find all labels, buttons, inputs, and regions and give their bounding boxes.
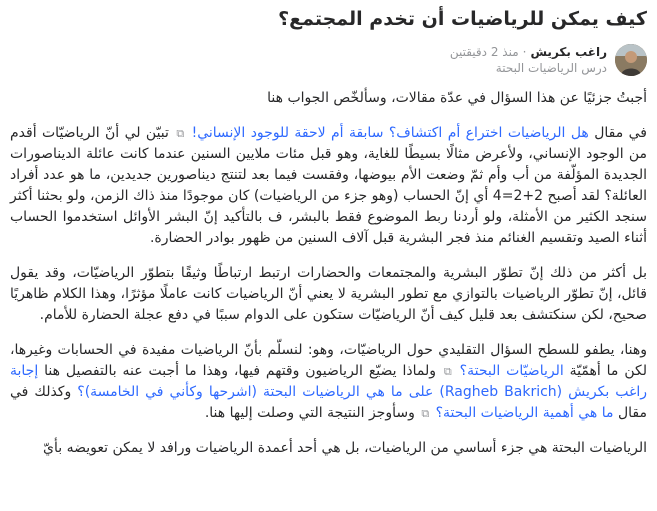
answer-link-pure-math-explained[interactable]: إجابة راغب بكريش (Ragheb Bakrich) على ما هي الرياضيات البحتة (اشرحها وكأني في الخامسة)؟ xyxy=(10,363,647,400)
external-link-icon: ⧉ xyxy=(443,365,452,378)
paragraph-text: وسأوجز النتيجة التي وصلت إليها هنا. xyxy=(204,405,415,421)
article-link-pure-math-importance[interactable]: ما هي أهمية الرياضيات البحتة؟ xyxy=(435,405,614,421)
meta-separator: · xyxy=(522,45,527,59)
author-credential: درس الرياضيات البحتة xyxy=(495,61,607,75)
pure-math-link[interactable]: الرياضيّات البحتة؟ xyxy=(459,363,564,379)
author-header xyxy=(10,44,647,88)
paragraph-text: تبيّن لي أنّ الرياضيّات أقدم من الوجود الإنساني، ولأعرض مثالًا بسيطًا للغاية، وهو قبل مئات ملايين السنين عندما كانت عائلة الديناصورات الجديدة المؤلّفة من أب وأم ثمّ وضعت الأم بيوضها، وفقست فيما بعد لتنتج ديناصورين جديدين، ما هو عدد أفراد العائلة؟ لقد أصبح 2+2=4 أي إنّ الحساب (وهو جزء من الرياضيات) كان موجودًا منذ ذاك الزمن، ولو بحثنا أكثر سنجد الكثير من الأمثلة، ولو أردنا ربط الموضوع فقط بالبشر، ف بالتأكيد إنّ البشر الأوائل استخدموا الحساب أثناء الصيد وتقسيم الغنائم منذ فجر البشرية قبل آلاف السنين من ظهور بوادر الحضارة. xyxy=(10,125,648,246)
question-title[interactable]: كيف يمكن للرياضيات أن تخدم المجتمع؟ xyxy=(278,8,647,30)
answer-body xyxy=(10,88,647,459)
post-time[interactable]: منذ 2 دقيقتين xyxy=(449,45,519,59)
author-avatar[interactable] xyxy=(615,44,647,76)
paragraph-text: في مقال xyxy=(588,125,647,141)
author-meta xyxy=(450,44,607,76)
author-line xyxy=(450,44,607,60)
avatar-photo xyxy=(615,44,647,76)
answer-paragraph-1 xyxy=(10,123,647,249)
answer-paragraph-2: بل أكثر من ذلك إنّ تطوّر البشرية والمجتمعات والحضارات ارتبط ارتباطًا وثيقًا بتطوّر الرياضيّات، وقد يقول قائل، إنّ تطوّر الرياضيات بالتوازي مع تطور البشرية لا يعني أنّ الرياضيات كانت عاملًا مؤثرًا، وهذا الكلام ظاهريًا صحيح، لكن سنكتشف بعد قليل كيف أنّ الرياضيّات ستكون على الدوام سببًا في دفع عجلة الحضارة للأمام. xyxy=(10,265,647,323)
external-link-icon: ⧉ xyxy=(176,127,185,140)
paragraph-text: ولماذا يضيّع الرياضيون وقتهم فيها، وهذا ما أجبت عنه بالتفصيل هنا xyxy=(38,363,436,379)
author-name[interactable]: راغب بكريش xyxy=(530,45,607,59)
answer-paragraph-4: الرياضيات البحتة هي جزء أساسي من الرياضيات، بل هي أحد أعمدة الرياضيات ورافد لا يمكن تعويضه بأيّ xyxy=(43,440,647,456)
article-link-invention-discovery[interactable]: هل الرياضيات اختراع أم اكتشاف؟ سابقة أم لاحقة للوجود الإنساني! xyxy=(191,125,589,141)
paragraph-text: وكذلك في مقال xyxy=(10,384,647,421)
answer-paragraph-3 xyxy=(10,340,647,424)
answer-intro: أجبتُ جزئيًا عن هذا السؤال في عدّة مقالات، وسألخّص الجواب هنا xyxy=(267,90,647,106)
external-link-icon: ⧉ xyxy=(421,407,430,420)
paragraph-text: وهنا، يطفو للسطح السؤال التقليدي حول الرياضيّات، وهو: لنسلّم بأنّ الرياضيات مفيدة في الحسابات وغيرها، لكن ما أهمّيّة xyxy=(10,342,647,379)
